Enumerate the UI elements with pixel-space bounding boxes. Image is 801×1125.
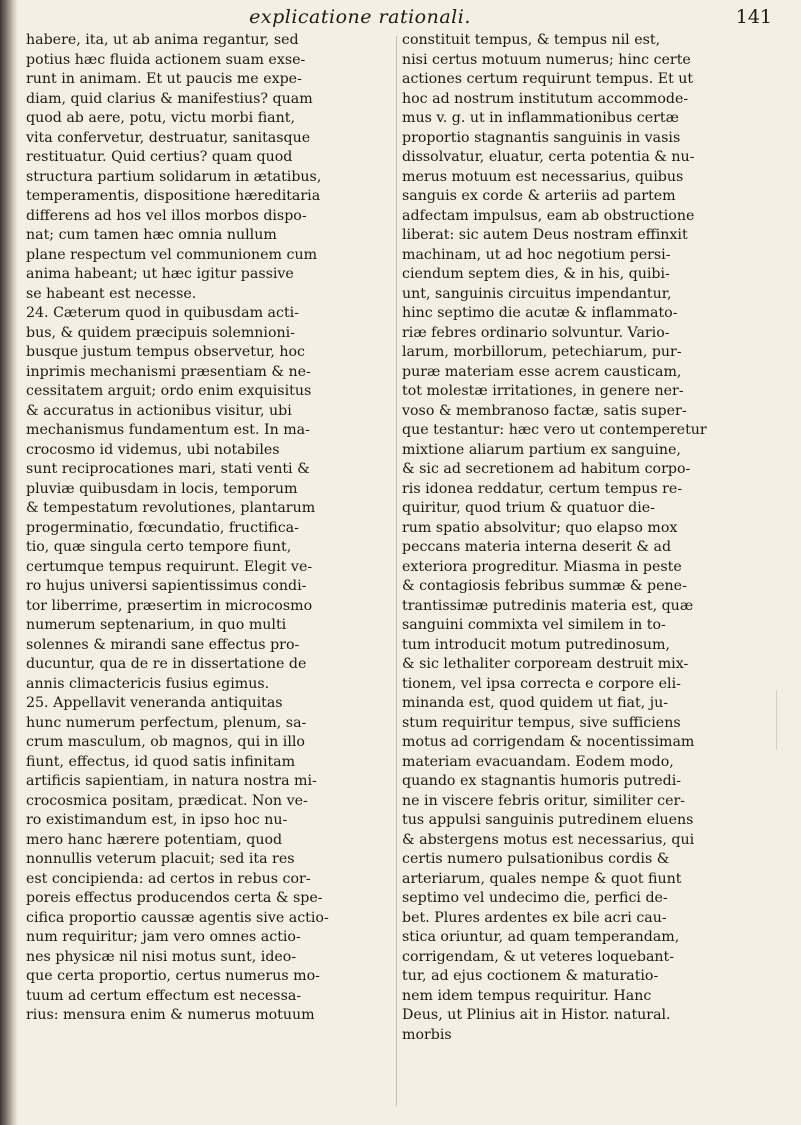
text-line: arteriarum, quales nempe & quot fiunt bbox=[402, 870, 682, 887]
text-line: ducuntur, qua de re in dissertatione de bbox=[26, 656, 307, 672]
text-line: sanguis ex corde & arteriis ad partem bbox=[402, 188, 676, 204]
left-text-column bbox=[26, 31, 394, 1026]
text-line: rius: mensura enim & numerus motuum bbox=[26, 1007, 315, 1023]
text-line: mero hanc hærere potentiam, quod bbox=[26, 831, 283, 848]
text-line: certumque tempus requirunt. Elegit ve- bbox=[26, 558, 313, 575]
binding-edge-bleed-marks bbox=[8, 80, 18, 1080]
text-line: trantissimæ putredinis materia est, quæ bbox=[402, 597, 694, 614]
text-line: sanguini commixta vel similem in to- bbox=[402, 617, 666, 633]
text-line: tio, quæ singula certo tempore fiunt, bbox=[26, 539, 292, 555]
text-line: hoc ad nostrum institutum accommode- bbox=[402, 90, 689, 107]
text-line: sunt reciprocationes mari, stati venti & bbox=[26, 461, 310, 477]
text-line: 24. Cæterum quod in quibusdam acti- bbox=[26, 305, 299, 321]
text-line: ne in viscere febris oritur, similiter cer- bbox=[402, 792, 686, 809]
text-line: 25. Appellavit veneranda antiquitas bbox=[26, 695, 283, 711]
text-line: actiones certum requirunt tempus. Et ut bbox=[402, 71, 694, 87]
text-line: tum introducit motum putredinosum, bbox=[402, 636, 670, 653]
text-line: voso & membranoso factæ, satis super- bbox=[402, 402, 687, 419]
text-line: nonnullis veterum placuit; sed ita res bbox=[26, 851, 295, 867]
text-line: differens ad hos vel illos morbos dispo- bbox=[26, 207, 307, 224]
text-line: annis climactericis fusius egimus. bbox=[26, 675, 270, 692]
text-line: temperamentis, dispositione hæreditaria bbox=[26, 188, 321, 204]
text-line: & sic ad secretionem ad habitum corpo- bbox=[402, 461, 691, 477]
text-line: riæ febres ordinario solvuntur. Vario- bbox=[402, 324, 670, 341]
text-line: stica oriuntur, ad quam temperandam, bbox=[402, 929, 680, 945]
text-line: ro existimandum est, in ipso hoc nu- bbox=[26, 812, 288, 828]
text-line: rum spatio absolvitur; quo elapso mox bbox=[402, 519, 678, 536]
text-line: quando ex stagnantis humoris putredi- bbox=[402, 773, 682, 789]
text-line: septimo vel undecimo die, perfici de- bbox=[402, 890, 668, 906]
text-line: nem idem tempus requiritur. Hanc bbox=[402, 987, 652, 1004]
text-line: motus ad corrigendam & nocentissimam bbox=[402, 734, 695, 750]
text-line: inprimis mechanismi præsentiam & ne- bbox=[26, 363, 311, 380]
text-line: artificis sapientiam, in natura nostra mi- bbox=[26, 773, 317, 789]
text-line: runt in animam. Et ut paucis me expe- bbox=[26, 71, 302, 87]
text-line: bet. Plures ardentes ex bile acri cau- bbox=[402, 909, 667, 926]
text-line: proportio stagnantis sanguinis in vasis bbox=[402, 129, 681, 146]
text-line: crocosmo id videmus, ubi notabiles bbox=[26, 441, 280, 458]
text-line: tuum ad certum effectum est necessa- bbox=[26, 987, 302, 1004]
text-line: larum, morbillorum, petechiarum, pur- bbox=[402, 344, 682, 360]
text-line: crocosmica positam, prædicat. Non ve- bbox=[26, 792, 308, 809]
text-line: & abstergens motus est necessarius, qui bbox=[402, 831, 695, 848]
text-line: nes physicæ nil nisi motus sunt, ideo- bbox=[26, 948, 297, 965]
text-line: merus motuum est necessarius, quibus bbox=[402, 168, 684, 185]
text-line: vita confervetur, destruatur, sanitasque bbox=[26, 129, 311, 146]
running-title: explicatione rationali. bbox=[249, 6, 471, 28]
text-line: tus appulsi sanguinis putredinem eluens bbox=[402, 812, 694, 828]
text-line: dissolvatur, eluatur, certa potentia & nu- bbox=[402, 149, 695, 165]
text-line: tionem, vel ipsa correcta e corpore eli- bbox=[402, 675, 681, 692]
text-line: mixtione aliarum partium ex sanguine, bbox=[402, 441, 681, 458]
text-line: & accuratus in actionibus visitur, ubi bbox=[26, 402, 292, 419]
text-line: plane respectum vel communionem cum bbox=[26, 246, 318, 263]
text-line: est concipienda: ad certos in rebus cor- bbox=[26, 870, 311, 887]
text-line: certis numero pulsationibus cordis & bbox=[402, 851, 670, 867]
text-line: nisi certus motuum numerus; hinc certe bbox=[402, 51, 691, 68]
text-line: mechanismus fundamentum est. In ma- bbox=[26, 422, 310, 438]
text-line: potius hæc fluida actionem suam exse- bbox=[26, 51, 306, 68]
text-line: bus, & quidem præcipuis solemnioni- bbox=[26, 324, 295, 341]
text-line: fiunt, effectus, id quod satis infinitam bbox=[26, 753, 296, 770]
text-line: quiritur, quod trium & quatuor die- bbox=[402, 500, 655, 516]
text-line: Deus, ut Plinius ait in Histor. natural. bbox=[402, 1007, 671, 1023]
text-line: mus v. g. ut in inflammationibus certæ bbox=[402, 110, 679, 126]
text-line: ro hujus universi sapientissimus condi- bbox=[26, 578, 307, 594]
page-number: 141 bbox=[735, 6, 772, 28]
text-line: que certa proportio, certus numerus mo- bbox=[26, 968, 320, 984]
text-line: quod ab aere, potu, victu morbi fiant, bbox=[26, 110, 295, 126]
text-line: adfectam impulsus, eam ab obstructione bbox=[402, 207, 695, 224]
text-line: & sic lethaliter corpoream destruit mix- bbox=[402, 656, 689, 672]
text-line: morbis bbox=[402, 1026, 452, 1043]
text-line: minanda est, quod quidem ut fiat, ju- bbox=[402, 695, 669, 711]
text-line: materiam evacuandam. Eodem modo, bbox=[402, 753, 674, 770]
text-line: pluviæ quibusdam in locis, temporum bbox=[26, 480, 298, 497]
text-line: restituatur. Quid certius? quam quod bbox=[26, 149, 293, 165]
text-line: diam, quid clarius & manifestius? quam bbox=[26, 90, 313, 107]
text-line: hinc septimo die acutæ & inflammato- bbox=[402, 305, 678, 321]
right-text-column bbox=[402, 31, 778, 1045]
text-line: puræ materiam esse acrem causticam, bbox=[402, 363, 682, 380]
text-line: tot molestæ irritationes, in genere ner- bbox=[402, 383, 684, 399]
text-line: num requiritur; jam vero omnes actio- bbox=[26, 929, 301, 945]
text-line: stum requiritur tempus, sive sufficiens bbox=[402, 714, 681, 731]
text-line: peccans materia interna deserit & ad bbox=[402, 539, 672, 555]
text-line: busque justum tempus observetur, hoc bbox=[26, 344, 306, 360]
text-line: liberat: sic autem Deus nostram effinxit bbox=[402, 227, 688, 243]
text-line: nat; cum tamen hæc omnia nullum bbox=[26, 227, 277, 243]
text-line: exteriora progreditur. Miasma in peste bbox=[402, 558, 682, 575]
text-line: anima habeant; ut hæc igitur passive bbox=[26, 266, 294, 282]
text-line: constituit tempus, & tempus nil est, bbox=[402, 32, 661, 48]
text-line: se habeant est necesse. bbox=[26, 285, 197, 302]
text-line: cifica proportio caussæ agentis sive actio- bbox=[26, 909, 329, 926]
paper-crease-mark bbox=[776, 690, 791, 750]
text-line: habere, ita, ut ab anima regantur, sed bbox=[26, 32, 299, 48]
column-gutter bbox=[396, 36, 397, 1106]
text-line: solennes & mirandi sane effectus pro- bbox=[26, 636, 300, 653]
text-line: hunc numerum perfectum, plenum, sa- bbox=[26, 714, 307, 731]
text-line: poreis effectus producendos certa & spe- bbox=[26, 890, 323, 906]
text-line: cessitatem arguit; ordo enim exquisitus bbox=[26, 383, 312, 399]
text-line: & contagiosis febribus summæ & pene- bbox=[402, 578, 687, 594]
text-line: progerminatio, fœcundatio, fructifica- bbox=[26, 519, 299, 536]
text-line: ciendum septem dies, & in his, quibi- bbox=[402, 266, 670, 282]
text-line: numerum septenarium, in quo multi bbox=[26, 617, 287, 633]
text-line: ris idonea reddatur, certum tempus re- bbox=[402, 480, 683, 497]
text-line: que testantur: hæc vero ut contemperetur bbox=[402, 422, 707, 438]
text-line: machinam, ut ad hoc negotium persi- bbox=[402, 246, 671, 263]
text-line: tor liberrime, præsertim in microcosmo bbox=[26, 597, 313, 614]
text-line: structura partium solidarum in ætatibus, bbox=[26, 168, 322, 185]
text-line: unt, sanguinis circuitus impendantur, bbox=[402, 285, 672, 302]
text-line: corrigendam, & ut veteres loquebant- bbox=[402, 948, 675, 965]
text-line: crum masculum, ob magnos, qui in illo bbox=[26, 734, 305, 750]
text-line: tur, ad ejus coctionem & maturatio- bbox=[402, 968, 659, 984]
text-line: & tempestatum revolutiones, plantarum bbox=[26, 500, 316, 516]
